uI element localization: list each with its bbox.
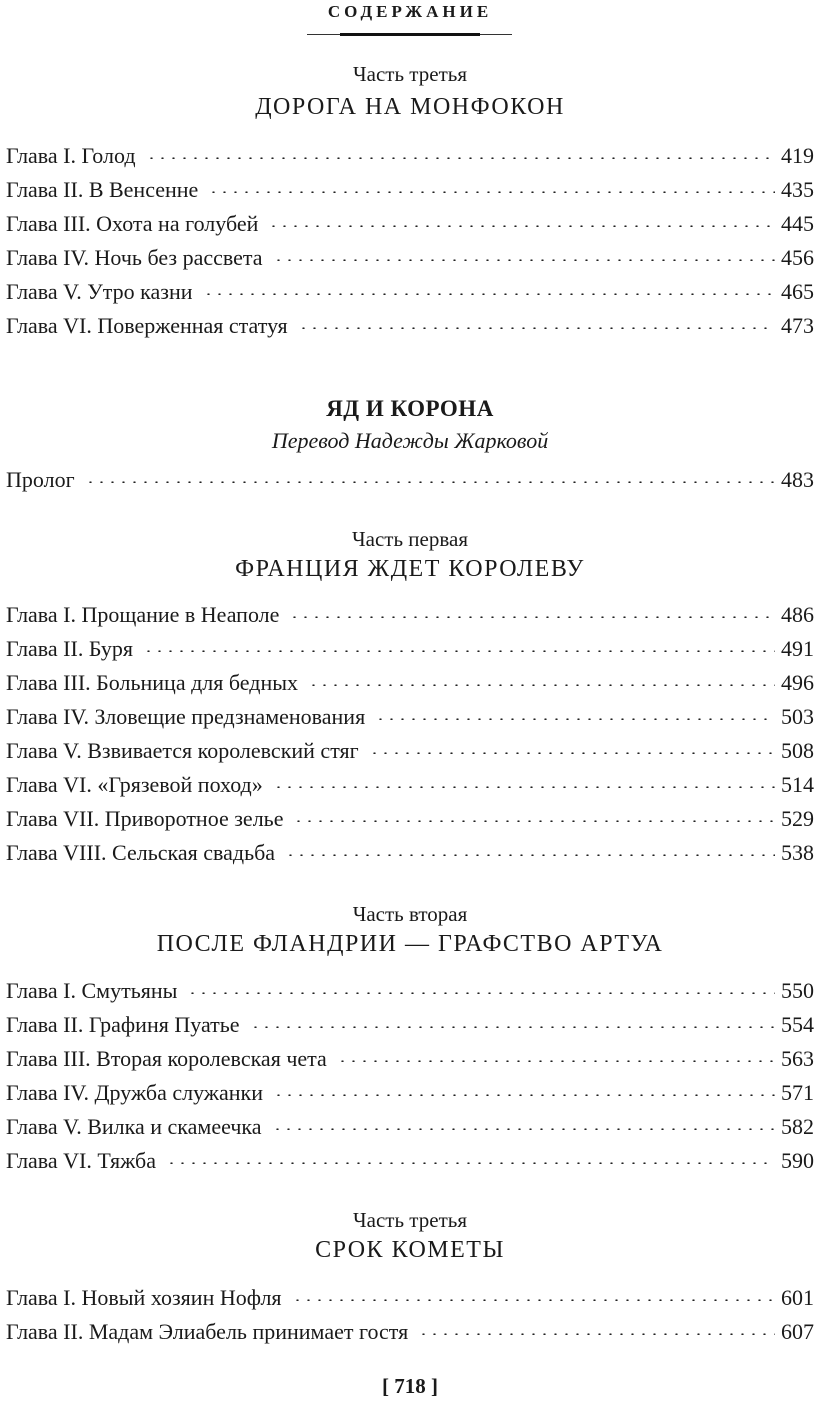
toc-entry[interactable] [6, 173, 814, 207]
dot-leader [273, 786, 775, 788]
toc-entry-page: 473 [781, 313, 814, 338]
toc-entry-page: 601 [781, 1285, 814, 1310]
toc-entry-title: Глава IV. Дружба служанки [6, 1080, 263, 1105]
running-head: СОДЕРЖАНИЕ [327, 2, 493, 21]
toc-entry-title: Глава VIII. Сельская свадьба [6, 840, 276, 865]
toc-entry[interactable] [6, 1281, 814, 1315]
dot-leader [268, 225, 775, 227]
toc-entry-title: Глава II. Мадам Элиабель принимает гостя [6, 1319, 409, 1344]
toc-entry[interactable] [6, 241, 814, 275]
part-label: Часть третья [353, 62, 467, 86]
dot-leader [375, 718, 775, 720]
part-title: ФРАНЦИЯ ЖДЕТ КОРОЛЕВУ [235, 556, 585, 582]
toc-entry-title: Глава III. Охота на голубей [6, 211, 259, 236]
toc-entry-title: Глава VI. Тяжба [6, 1148, 156, 1173]
toc-entry-page: 456 [781, 245, 814, 270]
toc-entry-title: Глава III. Больница для бедных [6, 670, 299, 695]
dot-leader [292, 1299, 775, 1301]
toc-entry-title: Глава I. Голод [6, 143, 136, 168]
dot-leader [208, 191, 775, 193]
toc-entry[interactable] [6, 632, 814, 666]
toc-list [6, 974, 814, 1178]
toc-entry-title: Глава I. Новый хозяин Нофля [6, 1285, 282, 1310]
toc-entry[interactable] [6, 139, 814, 173]
toc-entry-page: 491 [781, 636, 814, 661]
dot-leader [85, 481, 775, 483]
dot-leader [289, 616, 775, 618]
toc-entry-page: 607 [781, 1319, 814, 1344]
toc-entry[interactable] [6, 1008, 814, 1042]
translator-credit: Перевод Надежды Жарковой [271, 428, 549, 453]
dot-leader [187, 992, 775, 994]
toc-entry-page: 571 [781, 1080, 814, 1105]
dot-leader [143, 650, 775, 652]
part-label: Часть первая [352, 527, 468, 551]
page-number: [ 718 ] [382, 1374, 438, 1398]
dot-leader [250, 1026, 775, 1028]
dot-leader [273, 259, 775, 261]
toc-entry-page: 514 [781, 772, 814, 797]
toc-entry-title: Глава V. Утро казни [6, 279, 193, 304]
part-label: Часть третья [353, 1208, 467, 1232]
toc-entry-page: 483 [781, 467, 814, 492]
toc-entry[interactable] [6, 598, 814, 632]
toc-entry-title: Глава II. В Венсенне [6, 177, 199, 202]
toc-entry-page: 554 [781, 1012, 814, 1037]
dot-leader [369, 752, 775, 754]
toc-entry[interactable] [6, 1042, 814, 1076]
toc-entry-page: 550 [781, 978, 814, 1003]
toc-entry[interactable] [6, 207, 814, 241]
toc-entry-title: Глава VI. Поверженная статуя [6, 313, 288, 338]
dot-leader [272, 1128, 775, 1130]
dot-leader [273, 1094, 775, 1096]
header-rule-accent [340, 33, 480, 36]
toc-list [6, 598, 814, 870]
toc-entry-page: 582 [781, 1114, 814, 1139]
toc-entry-title: Глава III. Вторая королевская чета [6, 1046, 327, 1071]
toc-entry-page: 508 [781, 738, 814, 763]
part-title: СРОК КОМЕТЫ [315, 1237, 505, 1263]
dot-leader [285, 854, 775, 856]
toc-entry[interactable] [6, 802, 814, 836]
toc-entry-title: Глава II. Графиня Пуатье [6, 1012, 240, 1037]
toc-list [6, 139, 814, 343]
toc-entry[interactable] [6, 1110, 814, 1144]
toc-entry[interactable] [6, 1144, 814, 1178]
toc-entry-page: 503 [781, 704, 814, 729]
dot-leader [146, 157, 775, 159]
toc-entry[interactable] [6, 836, 814, 870]
toc-entry-title: Глава I. Прощание в Неаполе [6, 602, 280, 627]
toc-entry-page: 486 [781, 602, 814, 627]
toc-entry[interactable] [6, 768, 814, 802]
dot-leader [337, 1060, 775, 1062]
book-title: ЯД И КОРОНА [326, 396, 494, 421]
toc-entry-title: Глава I. Смутьяны [6, 978, 178, 1003]
part-title: ДОРОГА НА МОНФОКОН [255, 94, 565, 120]
toc-entry-page: 465 [781, 279, 814, 304]
part-label: Часть вторая [352, 902, 468, 926]
dot-leader [166, 1162, 775, 1164]
toc-entry[interactable] [6, 309, 814, 343]
toc-entry-page: 529 [781, 806, 814, 831]
toc-entry[interactable] [6, 275, 814, 309]
dot-leader [298, 327, 775, 329]
part-title: ПОСЛЕ ФЛАНДРИИ — ГРАФСТВО АРТУА [156, 931, 664, 957]
toc-entry-page: 419 [781, 143, 814, 168]
toc-entry-title: Глава VII. Приворотное зелье [6, 806, 284, 831]
toc-entry-title: Глава II. Буря [6, 636, 134, 661]
toc-entry[interactable] [6, 700, 814, 734]
toc-entry-page: 538 [781, 840, 814, 865]
toc-entry[interactable] [6, 666, 814, 700]
dot-leader [293, 820, 775, 822]
dot-leader [418, 1333, 775, 1335]
toc-entry[interactable] [6, 974, 814, 1008]
toc-entry-page: 563 [781, 1046, 814, 1071]
toc-entry-title: Глава VI. «Грязевой поход» [6, 772, 263, 797]
dot-leader [308, 684, 775, 686]
toc-list [6, 1281, 814, 1349]
toc-entry-page: 435 [781, 177, 814, 202]
toc-entry-page: 590 [781, 1148, 814, 1173]
toc-list-prologue [6, 463, 814, 497]
toc-entry[interactable] [6, 463, 814, 497]
toc-entry-title: Глава IV. Ночь без рассвета [6, 245, 263, 270]
toc-entry-title: Пролог [6, 467, 75, 492]
toc-entry-title: Глава IV. Зловещие предзнаменования [6, 704, 366, 729]
toc-entry-title: Глава V. Вилка и скамеечка [6, 1114, 262, 1139]
toc-entry-page: 496 [781, 670, 814, 695]
toc-entry[interactable] [6, 734, 814, 768]
dot-leader [203, 293, 775, 295]
toc-entry[interactable] [6, 1315, 814, 1349]
toc-entry[interactable] [6, 1076, 814, 1110]
toc-entry-title: Глава V. Взвивается королевский стяг [6, 738, 359, 763]
toc-entry-page: 445 [781, 211, 814, 236]
